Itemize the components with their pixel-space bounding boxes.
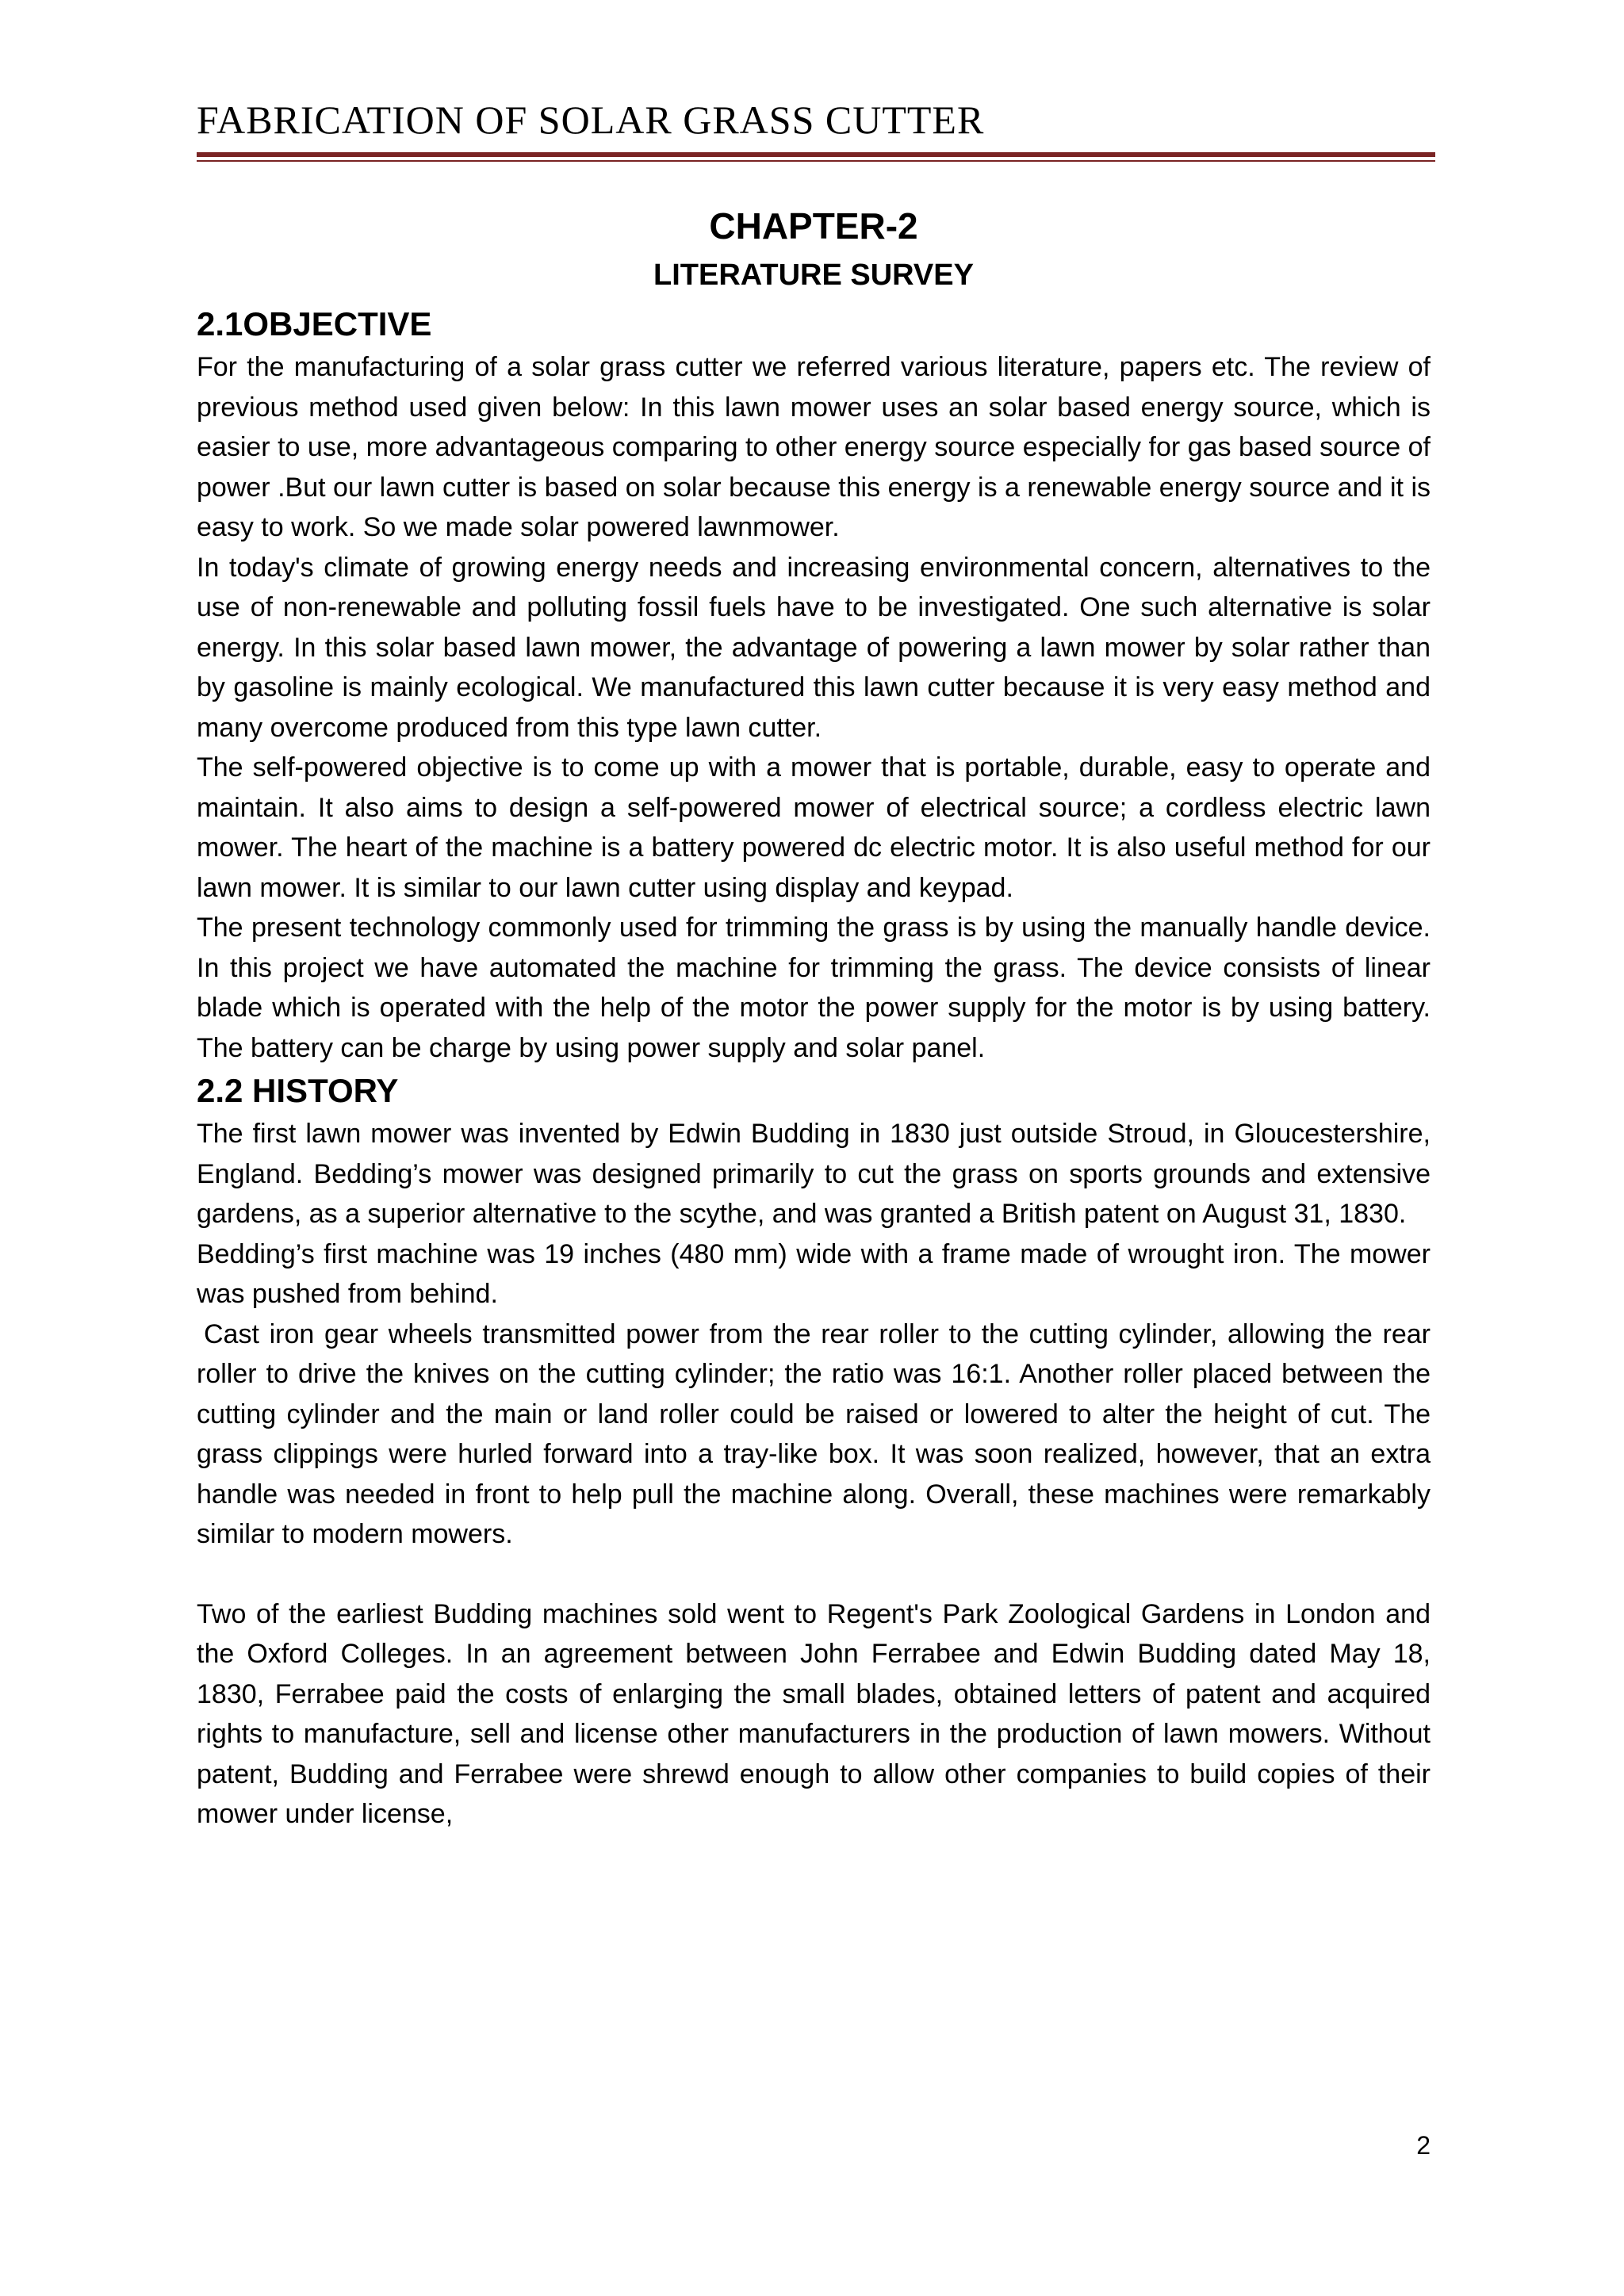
page-number: 2 <box>1416 2131 1431 2160</box>
header-rule-thin <box>197 160 1435 162</box>
paragraph: Cast iron gear wheels transmitted power from the rear roller to the cutting cylinder, allowing the rear roller to drive the knives on the cutting cylinder; the ratio was 16:1. Another roller placed between the cutting cylinder and the main or land roller could be raised or lowered to alter the height of cut. The grass clippings were hurled forward into a tray-like box. It was soon realized, however, that an extra handle was needed in front to help pull the machine along. Overall, these machines were remarkably similar to modern mowers. <box>197 1318 1431 1549</box>
paragraph-gap <box>197 1555 1431 1594</box>
body-content <box>197 301 1431 1835</box>
paragraph: In today's climate of growing energy needs and increasing environmental concern, alternatives to the use of non-renewable and polluting fossil fuels have to be investigated. One such alternative is solar energy. In this solar based lawn mower, the advantage of powering a lawn mower by solar rather than by gasoline is mainly ecological. We manufactured this lawn cutter because it is very easy method and many overcome produced from this type lawn cutter. <box>197 552 1431 743</box>
paragraph: The present technology commonly used for trimming the grass is by using the manually handle device. In this project we have automated the machine for trimming the grass. The device consists of linear blade which is operated with the help of the motor the power supply for the motor is by using battery. The battery can be charge by using power supply and solar panel. <box>197 913 1431 1063</box>
paragraph: The first lawn mower was invented by Edwin Budding in 1830 just outside Stroud, in Gloucestershire, England. Bedding’s mower was designed primarily to cut the grass on sports grounds and extensive gardens, as a superior alternative to the scythe, and was granted a British patent on August 31, 1830. <box>197 1119 1431 1229</box>
document-page <box>197 0 1431 2296</box>
paragraph: The self-powered objective is to come up with a mower that is portable, durable, easy to operate and maintain. It also aims to design a self-powered mower of electrical source; a cordless electric lawn mower. The heart of the machine is a battery powered dc electric motor. It is also useful method for our lawn mower. It is similar to our lawn cutter using display and keypad. <box>197 752 1431 903</box>
section-heading-history: 2.2 HISTORY <box>197 1072 399 1109</box>
paragraph: Bedding’s first machine was 19 inches (480 mm) wide with a frame made of wrought iron. The mower was pushed from behind. <box>197 1238 1431 1309</box>
chapter-number: CHAPTER-2 <box>709 205 918 247</box>
chapter-title: LITERATURE SURVEY <box>653 258 974 292</box>
section-heading-objective: 2.1OBJECTIVE <box>197 305 432 342</box>
paragraph: Two of the earliest Budding machines sold went to Regent's Park Zoological Gardens in London and the Oxford Colleges. In an agreement between John Ferrabee and Edwin Budding dated May 18, 1830, Ferrabee paid the costs of enlarging the small blades, obtained letters of patent and acquired rights to manufacture, sell and license other manufacturers in the production of lawn mowers. Without patent, Budding and Ferrabee were shrewd enough to allow other companies to build copies of their mower under license, <box>197 1598 1431 1829</box>
paragraph: For the manufacturing of a solar grass cutter we referred various literature, papers etc. The review of previous method used given below: In this lawn mower uses an solar based energy source, which is easier to use, more advantageous comparing to other energy source especially for gas based source of power .But our lawn cutter is based on solar because this energy is a renewable energy source and it is easy to work. So we made solar powered lawnmower. <box>197 352 1431 542</box>
running-header: FABRICATION OF SOLAR GRASS CUTTER <box>197 98 985 142</box>
header-rule-thick <box>197 152 1435 157</box>
